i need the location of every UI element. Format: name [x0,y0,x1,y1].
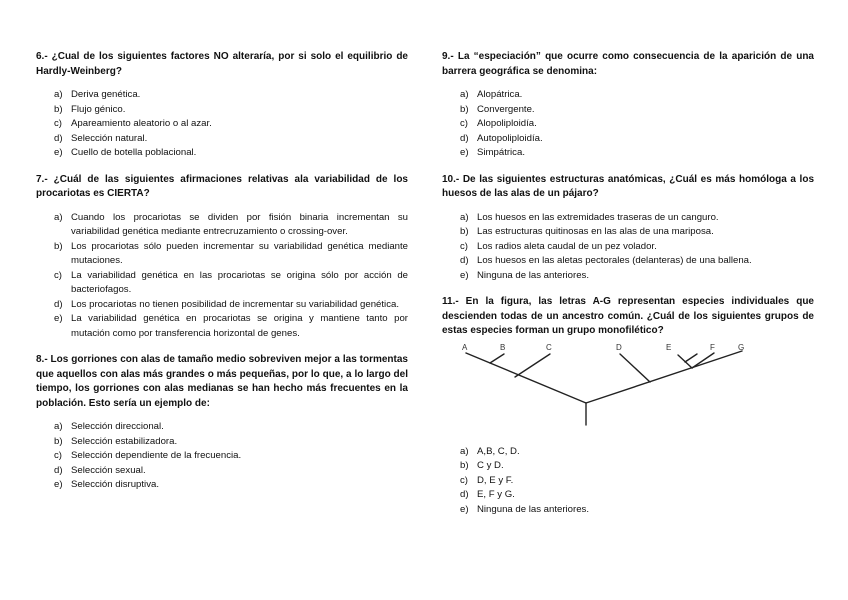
option-c[interactable] [54,269,408,298]
option-a[interactable] [460,88,814,103]
option-text: Ninguna de las anteriores. [477,269,589,281]
option-letter: d) [54,298,63,310]
option-list [36,211,408,342]
option-e[interactable] [460,146,814,161]
question-title: 10.- De las siguientes estructuras anatómicas, ¿Cuál es más homóloga a los huesos de las alas de un pájaro? [442,173,814,199]
option-letter: d) [460,489,469,500]
option-letter: e) [54,147,63,158]
option-b[interactable] [460,459,814,474]
question-title: 9.- La “especiación” que ocurre como consecuencia de la aparición de una barrera geográfica se denomina: [442,51,814,77]
option-a[interactable] [460,211,814,226]
option-a[interactable] [54,88,408,103]
tree-label-c: C [546,342,552,352]
option-text: Selección sexual. [71,464,146,476]
question-9 [442,50,814,161]
option-text: E, F y G. [477,489,515,500]
option-letter: b) [54,103,63,115]
question-title: 11.- En la figura, las letras A-G representan especies individuales que descienden todas de un ancestro común. ¿Cuál de los siguientes grupos de estas especies forman un grupo monofilético? [442,296,814,336]
right-column [442,50,814,529]
option-text: La variabilidad genética en procariotas se origina y mantiene tanto por mutación como por transferencia horizontal de genes. [71,313,408,339]
tree-branch-e [685,354,697,362]
option-c[interactable] [460,240,814,255]
option-d[interactable] [54,464,408,479]
option-text: Los huesos en las extremidades traseras de un canguro. [477,211,719,223]
question-10 [442,173,814,284]
tree-label-e: E [666,342,672,352]
option-a[interactable] [54,420,408,435]
option-e[interactable] [460,269,814,284]
tree-branch-c [515,354,550,377]
option-letter: e) [460,503,469,515]
option-text: Selección disruptiva. [71,479,159,490]
option-text: Selección natural. [71,132,148,144]
option-text: Selección estabilizadora. [71,435,178,447]
question-6 [36,50,408,161]
option-letter: e) [460,269,469,281]
option-e[interactable] [54,478,408,493]
option-c[interactable] [54,449,408,464]
option-d[interactable] [460,488,814,503]
option-text: C y D. [477,460,504,471]
phylogenetic-tree [452,341,752,441]
option-list [36,88,408,161]
tree-label-b: B [500,342,506,352]
tree-branch-d [620,354,650,382]
option-letter: a) [460,211,469,223]
tree-branch-left [466,353,586,403]
option-letter: b) [460,103,469,115]
option-letter: a) [460,89,469,100]
option-text: Cuando los procariotas se dividen por fisión binaria incrementan su variabilidad genética mediante entrecruzamiento o crossing-over. [71,211,408,237]
option-text: Simpátrica. [477,147,525,158]
option-text: Los procariotas no tienen posibilidad de incrementar su variabilidad genética. [71,298,399,310]
option-letter: b) [54,240,63,252]
option-b[interactable] [460,103,814,118]
option-text: Ninguna de las anteriores. [477,503,589,515]
option-letter: b) [460,460,469,471]
option-list [442,88,814,161]
tree-label-a: A [462,342,468,352]
question-7 [36,173,408,342]
option-text: Alopoliploidía. [477,118,537,129]
option-letter: c) [460,240,468,252]
option-d[interactable] [460,132,814,147]
option-text: A,B, C, D. [477,445,520,457]
option-text: D, E y F. [477,474,514,486]
option-letter: a) [460,445,469,457]
tree-label-g: G [738,342,745,352]
option-e[interactable] [54,146,408,161]
option-list [442,445,814,518]
option-e[interactable] [460,503,814,518]
option-letter: c) [460,474,468,486]
tree-label-f: F [710,342,715,352]
option-letter: e) [54,479,63,490]
option-letter: e) [460,147,469,158]
option-text: Flujo génico. [71,103,126,115]
option-text: Cuello de botella poblacional. [71,147,197,158]
tree-branch-right [586,351,742,403]
option-text: Deriva genética. [71,89,141,100]
option-letter: b) [54,435,63,447]
option-text: Convergente. [477,103,535,115]
option-letter: b) [460,226,469,237]
option-letter: a) [54,211,63,223]
option-letter: c) [460,118,468,129]
option-text: Los huesos en las aletas pectorales (delanteras) de una ballena. [477,255,752,266]
question-title: 8.- Los gorriones con alas de tamaño medio sobreviven mejor a las tormentas que aquellos con alas más grandes o más pequeñas, por lo que, a lo largo del tiempo, los gorriones con alas medianas se han hecho más frecuentes en la población. Esto sería un ejemplo de: [36,354,408,409]
option-letter: d) [54,132,63,144]
option-text: Selección dependiente de la frecuencia. [71,450,242,461]
option-text: Apareamiento aleatorio o al azar. [71,118,212,129]
option-letter: c) [54,118,62,129]
tree-label-d: D [616,342,622,352]
option-letter: a) [54,89,63,100]
option-text: Selección direccional. [71,421,164,432]
option-text: Las estructuras quitinosas en las alas de una mariposa. [477,226,714,237]
option-letter: c) [54,269,62,281]
option-b[interactable] [460,225,814,240]
option-d[interactable] [460,254,814,269]
option-list [442,211,814,284]
option-text: Alopátrica. [477,89,523,100]
option-letter: e) [54,313,63,324]
option-text: La variabilidad genética en las procariotas se origina sólo por acción de bacteriofagos. [71,269,408,295]
option-c[interactable] [460,474,814,489]
option-list [36,420,408,493]
question-8 [36,353,408,493]
option-text: Los radios aleta caudal de un pez volador. [477,240,657,252]
option-b[interactable] [54,103,408,118]
option-letter: d) [54,464,63,476]
option-letter: a) [54,421,63,432]
question-title: 6.- ¿Cual de los siguientes factores NO alteraría, por si solo el equilibrio de Hardly-Weinberg? [36,51,408,77]
option-letter: d) [460,255,469,266]
question-title: 7.- ¿Cuál de las siguientes afirmaciones relativas ala variabilidad de los procariotas es CIERTA? [36,173,408,199]
tree-branch-b [490,354,504,363]
left-column [36,50,408,505]
option-letter: d) [460,132,469,144]
option-e[interactable] [54,312,408,341]
option-a[interactable] [460,445,814,460]
option-b[interactable] [54,435,408,450]
option-a[interactable] [54,211,408,240]
question-11 [442,295,814,517]
option-text: Autopoliploidía. [477,132,543,144]
option-b[interactable] [54,240,408,269]
option-c[interactable] [54,117,408,132]
option-letter: c) [54,450,62,461]
option-d[interactable] [54,298,408,313]
option-d[interactable] [54,132,408,147]
option-c[interactable] [460,117,814,132]
option-text: Los procariotas sólo pueden incrementar su variabilidad genética mediante mutaciones. [71,240,408,266]
